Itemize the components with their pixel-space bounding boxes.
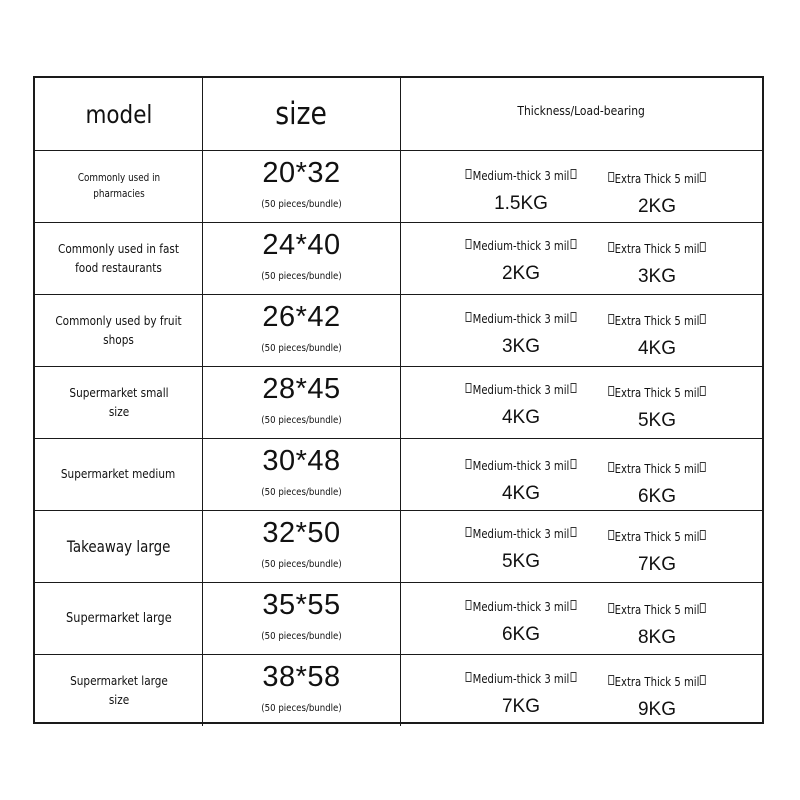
box-glyph-icon <box>570 672 576 682</box>
size-value: 24*40 <box>262 229 341 261</box>
thickness-cell <box>401 439 762 510</box>
size-value: 26*42 <box>262 301 341 333</box>
model-name: Commonly used in fast food restaurants <box>58 241 179 275</box>
model-header-cell <box>35 78 203 150</box>
box-glyph-icon <box>466 672 472 682</box>
box-glyph-icon <box>608 530 614 540</box>
model-cell <box>35 151 203 222</box>
size-value: 32*50 <box>262 517 341 549</box>
size-cell <box>203 151 401 222</box>
thickness-header: Thickness/Load-bearing <box>517 102 646 118</box>
box-glyph-icon <box>570 383 576 393</box>
extra-thick-option <box>587 462 727 508</box>
model-cell <box>35 295 203 366</box>
medium-thick-load: 3KG <box>501 336 541 357</box>
table-row <box>35 583 762 655</box>
extra-thick-label: Extra Thick 5 mil <box>614 314 700 328</box>
bundle-note: (50 pieces/bundle) <box>261 631 342 642</box>
medium-thick-label: Medium-thick 3 mil <box>472 527 570 541</box>
extra-thick-option <box>587 530 727 576</box>
extra-thick-label: Extra Thick 5 mil <box>614 386 700 400</box>
extra-thick-load: 8KG <box>637 627 677 648</box>
size-cell <box>203 511 401 582</box>
bundle-note: (50 pieces/bundle) <box>261 415 342 426</box>
extra-thick-option <box>587 314 727 360</box>
medium-thick-option <box>451 312 591 358</box>
medium-thick-label: Medium-thick 3 mil <box>472 312 570 326</box>
medium-thick-load: 5KG <box>501 551 541 572</box>
size-cell <box>203 583 401 654</box>
extra-thick-load: 9KG <box>637 699 677 720</box>
model-cell <box>35 367 203 438</box>
box-glyph-icon <box>700 242 706 252</box>
thickness-header-cell <box>401 78 762 150</box>
bundle-note: (50 pieces/bundle) <box>261 487 342 498</box>
extra-thick-label: Extra Thick 5 mil <box>614 462 700 476</box>
medium-thick-label: Medium-thick 3 mil <box>472 169 570 183</box>
extra-thick-label: Extra Thick 5 mil <box>614 603 700 617</box>
medium-thick-label: Medium-thick 3 mil <box>472 383 570 397</box>
box-glyph-icon <box>608 675 614 685</box>
box-glyph-icon <box>570 527 576 537</box>
box-glyph-icon <box>700 530 706 540</box>
box-glyph-icon <box>700 603 706 613</box>
box-glyph-icon <box>700 314 706 324</box>
box-glyph-icon <box>466 383 472 393</box>
medium-thick-label: Medium-thick 3 mil <box>472 672 570 686</box>
box-glyph-icon <box>700 386 706 396</box>
bag-size-table <box>33 76 764 724</box>
model-cell <box>35 583 203 654</box>
size-header: size <box>275 96 328 132</box>
box-glyph-icon <box>570 169 576 179</box>
size-value: 35*55 <box>262 589 341 621</box>
medium-thick-load: 4KG <box>501 407 541 428</box>
extra-thick-label: Extra Thick 5 mil <box>614 242 700 256</box>
table-row <box>35 295 762 367</box>
bundle-note: (50 pieces/bundle) <box>261 703 342 714</box>
model-name: Takeaway large <box>66 536 171 556</box>
extra-thick-label: Extra Thick 5 mil <box>614 530 700 544</box>
medium-thick-load: 2KG <box>501 263 541 284</box>
medium-thick-option <box>451 600 591 646</box>
box-glyph-icon <box>700 172 706 182</box>
model-header: model <box>85 99 152 129</box>
extra-thick-load: 6KG <box>637 486 677 507</box>
size-cell <box>203 439 401 510</box>
medium-thick-option <box>451 239 591 285</box>
thickness-cell <box>401 295 762 366</box>
model-cell <box>35 223 203 294</box>
size-value: 38*58 <box>262 661 341 693</box>
box-glyph-icon <box>466 459 472 469</box>
table-row <box>35 151 762 223</box>
model-name: Supermarket large size <box>69 673 168 707</box>
medium-thick-load: 1.5KG <box>494 193 548 214</box>
extra-thick-load: 5KG <box>637 410 677 431</box>
model-name: Supermarket small size <box>68 385 169 419</box>
box-glyph-icon <box>608 314 614 324</box>
table-header-row <box>35 78 762 151</box>
size-cell <box>203 367 401 438</box>
medium-thick-load: 4KG <box>501 483 541 504</box>
extra-thick-option <box>587 603 727 649</box>
size-value: 30*48 <box>262 445 341 477</box>
size-header-cell <box>203 78 401 150</box>
medium-thick-option <box>451 383 591 429</box>
model-name: Commonly used in pharmacies <box>77 172 160 200</box>
extra-thick-load: 7KG <box>637 554 677 575</box>
thickness-cell <box>401 223 762 294</box>
medium-thick-option <box>451 169 591 215</box>
thickness-cell <box>401 583 762 654</box>
bundle-note: (50 pieces/bundle) <box>261 559 342 570</box>
size-cell <box>203 655 401 726</box>
medium-thick-label: Medium-thick 3 mil <box>472 239 570 253</box>
extra-thick-label: Extra Thick 5 mil <box>614 172 700 186</box>
bundle-note: (50 pieces/bundle) <box>261 271 342 282</box>
model-name: Commonly used by fruit shops <box>55 313 182 347</box>
model-name: Supermarket large <box>65 609 172 626</box>
extra-thick-option <box>587 242 727 288</box>
box-glyph-icon <box>466 239 472 249</box>
thickness-cell <box>401 151 762 222</box>
table-row <box>35 511 762 583</box>
box-glyph-icon <box>608 172 614 182</box>
box-glyph-icon <box>570 239 576 249</box>
bundle-note: (50 pieces/bundle) <box>261 343 342 354</box>
thickness-cell <box>401 511 762 582</box>
size-cell <box>203 295 401 366</box>
box-glyph-icon <box>608 242 614 252</box>
box-glyph-icon <box>608 603 614 613</box>
box-glyph-icon <box>466 169 472 179</box>
extra-thick-label: Extra Thick 5 mil <box>614 675 700 689</box>
box-glyph-icon <box>570 312 576 322</box>
box-glyph-icon <box>466 312 472 322</box>
box-glyph-icon <box>608 462 614 472</box>
model-cell <box>35 439 203 510</box>
medium-thick-load: 7KG <box>501 696 541 717</box>
table-row <box>35 655 762 726</box>
box-glyph-icon <box>570 600 576 610</box>
extra-thick-option <box>587 386 727 432</box>
size-cell <box>203 223 401 294</box>
table-row <box>35 367 762 439</box>
thickness-cell <box>401 655 762 726</box>
medium-thick-load: 6KG <box>501 624 541 645</box>
table-row <box>35 223 762 295</box>
medium-thick-option <box>451 527 591 573</box>
box-glyph-icon <box>466 527 472 537</box>
thickness-cell <box>401 367 762 438</box>
box-glyph-icon <box>700 462 706 472</box>
extra-thick-load: 4KG <box>637 338 677 359</box>
extra-thick-option <box>587 172 727 218</box>
bundle-note: (50 pieces/bundle) <box>261 199 342 210</box>
model-cell <box>35 655 203 726</box>
medium-thick-option <box>451 459 591 505</box>
medium-thick-label: Medium-thick 3 mil <box>472 600 570 614</box>
box-glyph-icon <box>570 459 576 469</box>
model-cell <box>35 511 203 582</box>
medium-thick-label: Medium-thick 3 mil <box>472 459 570 473</box>
table-row <box>35 439 762 511</box>
extra-thick-load: 2KG <box>637 196 677 217</box>
box-glyph-icon <box>608 386 614 396</box>
size-value: 20*32 <box>262 157 341 189</box>
model-name: Supermarket medium <box>61 466 176 482</box>
extra-thick-option <box>587 675 727 721</box>
box-glyph-icon <box>700 675 706 685</box>
extra-thick-load: 3KG <box>637 266 677 287</box>
medium-thick-option <box>451 672 591 718</box>
box-glyph-icon <box>466 600 472 610</box>
size-value: 28*45 <box>262 373 341 405</box>
